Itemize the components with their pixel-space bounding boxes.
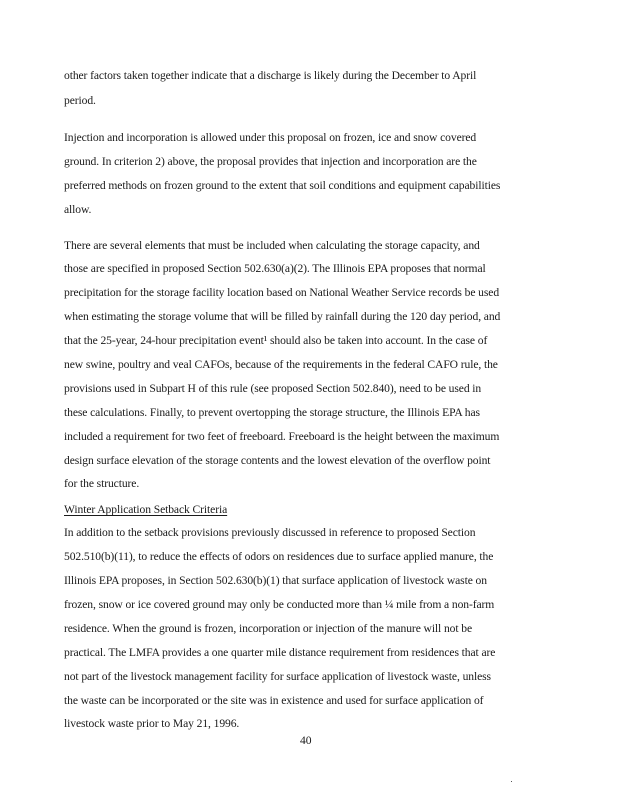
- paragraph-line: those are specified in proposed Section 502.630(a)(2). The Illinois EPA proposes that normal: [64, 262, 486, 275]
- paragraph-line: preferred methods on frozen ground to the extent that soil conditions and equipment capabilities: [64, 179, 501, 192]
- paragraph-line: when estimating the storage volume that will be filled by rainfall during the 120 day period, and: [64, 310, 501, 323]
- paragraph-line: for the structure.: [64, 477, 140, 490]
- paragraph-line: that the 25-year, 24-hour precipitation event¹ should also be taken into account. In the case of: [64, 334, 488, 347]
- paragraph-line: design surface elevation of the storage contents and the lowest elevation of the overflow point: [64, 454, 491, 467]
- scan-speck: [511, 781, 512, 782]
- paragraph-line: In addition to the setback provisions previously discussed in reference to proposed Section: [64, 526, 476, 539]
- paragraph-line: new swine, poultry and veal CAFOs, because of the requirements in the federal CAFO rule, the: [64, 358, 498, 371]
- paragraph-line: Injection and incorporation is allowed under this proposal on frozen, ice and snow covered: [64, 131, 477, 144]
- paragraph-line: residence. When the ground is frozen, incorporation or injection of the manure will not be: [64, 622, 473, 635]
- paragraph-line: provisions used in Subpart H of this rule (see proposed Section 502.840), need to be used in: [64, 382, 482, 395]
- paragraph-line: Illinois EPA proposes, in Section 502.630(b)(1) that surface application of livestock waste on: [64, 574, 487, 587]
- paragraph-line: included a requirement for two feet of freeboard. Freeboard is the height between the maximum: [64, 430, 500, 443]
- paragraph-line: precipitation for the storage facility location based on National Weather Service records be used: [64, 286, 500, 299]
- paragraph-line: livestock waste prior to May 21, 1996.: [64, 717, 240, 730]
- paragraph-line: period.: [64, 94, 96, 107]
- paragraph-line: practical. The LMFA provides a one quarter mile distance requirement from residences that are: [64, 646, 496, 659]
- paragraph-line: There are several elements that must be included when calculating the storage capacity, and: [64, 239, 480, 252]
- paragraph-line: allow.: [64, 203, 92, 216]
- page-number: 40: [300, 734, 312, 747]
- paragraph-line: the waste can be incorporated or the site was in existence and used for surface application of: [64, 694, 484, 707]
- paragraph-line: these calculations. Finally, to prevent overtopping the storage structure, the Illinois EPA has: [64, 406, 480, 419]
- paragraph-line: ground. In criterion 2) above, the proposal provides that injection and incorporation are the: [64, 155, 477, 168]
- section-heading: Winter Application Setback Criteria: [64, 503, 228, 516]
- paragraph-line: frozen, snow or ice covered ground may only be conducted more than ¼ mile from a non-farm: [64, 598, 495, 611]
- paragraph-line: 502.510(b)(11), to reduce the effects of odors on residences due to surface applied manure, the: [64, 550, 494, 563]
- paragraph-line: other factors taken together indicate that a discharge is likely during the December to April: [64, 69, 477, 82]
- paragraph-line: not part of the livestock management facility for surface application of livestock waste, unless: [64, 670, 491, 683]
